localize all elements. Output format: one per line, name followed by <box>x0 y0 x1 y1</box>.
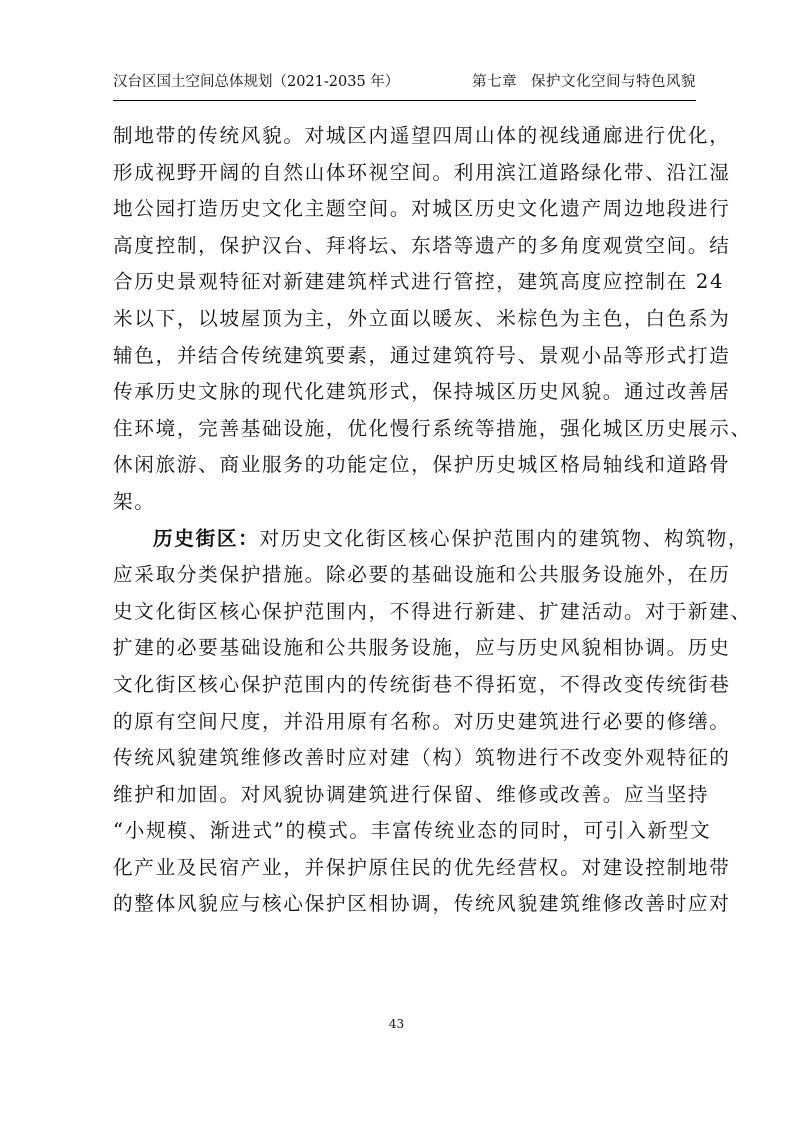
header-document-title: 汉台区国土空间总体规划（2021-2035 年） <box>113 74 400 90</box>
heading-line-text: 对历史文化街区核心保护范围内的建筑物、构筑物， <box>259 526 750 550</box>
text-line: 辅色，并结合传统建筑要素，通过建筑符号、景观小品等形式打造 <box>113 343 731 367</box>
text-line: 文化街区核心保护范围内的传统街巷不得拓宽，不得改变传统街巷 <box>113 672 731 696</box>
text-line: 高度控制，保护汉台、拜将坛、东塔等遗产的多角度观赏空间。结 <box>113 233 731 257</box>
text-line <box>113 521 750 558</box>
paragraph-continued <box>113 118 752 521</box>
text-line: 维护和加固。对风貌协调建筑进行保留、维修或改善。应当坚持 <box>113 782 710 806</box>
page-number: 43 <box>388 1017 405 1031</box>
running-header <box>113 72 696 101</box>
text-line: 传统风貌建筑维修改善时应对建（构）筑物进行不改变外观特征的 <box>113 746 731 770</box>
paragraph-historic-district <box>113 521 752 924</box>
text-line: 的整体风貌应与核心保护区相协调，传统风貌建筑维修改善时应对 <box>113 892 731 916</box>
text-line: 地公园打造历史文化主题空间。对城区历史文化遗产周边地段进行 <box>113 197 731 221</box>
text-line: 架。 <box>113 489 156 513</box>
text-line: 应采取分类保护措施。除必要的基础设施和公共服务设施外，在历 <box>113 563 731 587</box>
body-text <box>113 118 752 923</box>
section-heading: 历史街区： <box>153 526 260 550</box>
text-line: “小规模、渐进式”的模式。丰富传统业态的同时，可引入新型文 <box>113 819 712 843</box>
text-line: 合历史景观特征对新建建筑样式进行管控，建筑高度应控制在 24 <box>113 270 725 294</box>
text-line: 米以下，以坡屋顶为主，外立面以暖灰、米棕色为主色，白色系为 <box>113 306 731 330</box>
text-line: 扩建的必要基础设施和公共服务设施，应与历史风貌相协调。历史 <box>113 636 731 660</box>
text-line: 史文化街区核心保护范围内，不得进行新建、扩建活动。对于新建、 <box>113 599 752 623</box>
text-line: 的原有空间尺度，并沿用原有名称。对历史建筑进行必要的修缮。 <box>113 709 731 733</box>
text-line: 形成视野开阔的自然山体环视空间。利用滨江道路绿化带、沿江湿 <box>113 160 731 184</box>
header-chapter <box>472 72 696 92</box>
text-line: 传承历史文脉的现代化建筑形式，保持城区历史风貌。通过改善居 <box>113 380 731 404</box>
text-line: 休闲旅游、商业服务的功能定位，保护历史城区格局轴线和道路骨 <box>113 453 731 477</box>
text-line: 化产业及民宿产业，并保护原住民的优先经营权。对建设控制地带 <box>113 855 731 879</box>
text-line: 制地带的传统风貌。对城区内遥望四周山体的视线通廊进行优化， <box>113 124 731 147</box>
text-line: 住环境，完善基础设施，优化慢行系统等措施，强化城区历史展示、 <box>113 416 752 440</box>
header-chapter-number: 第七章 <box>472 74 518 90</box>
header-chapter-title: 保护文化空间与特色风貌 <box>531 74 696 90</box>
